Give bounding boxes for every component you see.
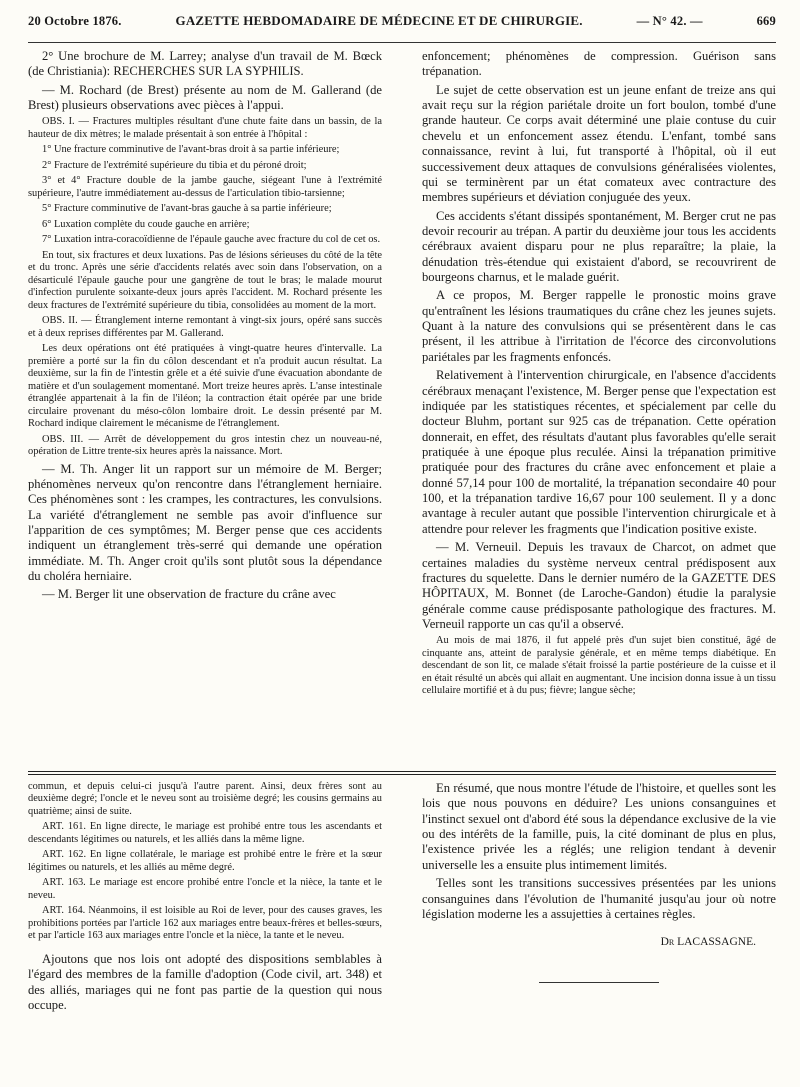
paragraph: 2° Une brochure de M. Larrey; analyse d'un travail de M. Bœck (de Christiania): RECHERCHES SUR LA SYPHILIS. <box>28 49 382 79</box>
article-162: ART. 162. En ligne collatérale, le mariage est prohibé entre le frère et la sœur légitimes ou naturels, et les alliés au même degré. <box>28 849 382 873</box>
paragraph: A ce propos, M. Berger rappelle le pronostic moins grave qu'entraînent les lésions traumatiques du crâne chez les jeunes sujets. Quant à la nature des convulsions qui se présentèrent dans le cas présent, il les attribue à l'irritation de l'écorce des circonvolutions pariétales par les fragments enfoncés. <box>422 288 776 364</box>
paragraph: OBS. III. — Arrêt de développement du gros intestin chez un nouveau-né, opération de Littre trente-six heures après la naissance. Mort. <box>28 433 382 458</box>
observation-3 <box>28 434 382 459</box>
header-journal-title: GAZETTE HEBDOMADAIRE DE MÉDECINE ET DE CHIRURGIE. <box>175 13 583 28</box>
observation-1 <box>28 116 382 312</box>
paragraph: Telles sont les transitions successives présentées par les unions consanguines dans l'évolution de l'humanité jusqu'au jour où notre législation moderne les a assujetties à certaines règles. <box>422 876 776 921</box>
paragraph: Ces accidents s'étant dissipés spontanément, M. Berger crut ne pas devoir recourir au trépan. A partir du deuxième jour tous les accidents cérébraux avaient disparu pour ne plus reparaître; la plaie, la dénudation très-étendue qui existaient d'abord, se recouvrirent de bourgeons charnus, et le malade guérit. <box>422 208 776 285</box>
article-163: ART. 163. Le mariage est encore prohibé entre l'oncle et la nièce, la tante et le neveu. <box>28 877 382 901</box>
paragraph: commun, et depuis celui-ci jusqu'à l'autre parent. Ainsi, deux frères sont au deuxième degré; l'oncle et le neveu sont au troisième degré; les cousins germains au quatrième; ainsi de suite. <box>28 781 382 817</box>
list-item: 6° Luxation complète du coude gauche en arrière; <box>42 218 250 230</box>
header-date: 20 Octobre 1876. <box>28 13 122 28</box>
paragraph: Au mois de mai 1876, il fut appelé près d'un sujet bien constitué, âgé de cinquante ans, atteint de paralysie générale, et en même temps diabétique. En descendant de son lit, ce malade s'était froissé la partie postérieure de la cuisse et il en était résulté un abcès qui allait en augmentant. Une incision donna issue à un tissu cellulaire mortifié et à du pus; fièvre; langue sèche; <box>422 635 776 697</box>
paragraph: enfoncement; phénomènes de compression. Guérison sans trépanation. <box>422 49 776 79</box>
paragraph: — M. Th. Anger lit un rapport sur un mémoire de M. Berger; phénomènes nerveux qu'on rencontre dans l'étranglement herniaire. Ces phénomènes sont : les crampes, les contractures, les convulsions. La variété d'étranglement ne semble pas avoir d'influence sur l'apparition de ces symptômes; M. Berger pense que ces accidents indiquent un étranglement très-serré qui demande une opération immédiate. M. Th. Anger croit qu'ils sont plutôt sous la dépendance du choléra herniaire. <box>28 461 382 584</box>
paragraph: — M. Berger lit une observation de fracture du crâne avec <box>42 587 336 602</box>
lower-left-column <box>28 781 382 1071</box>
upper-left-column <box>28 49 382 771</box>
list-item: 5° Fracture comminutive de l'avant-bras gauche à sa partie inférieure; <box>42 203 332 215</box>
upper-right-column <box>422 49 776 771</box>
paragraph: — M. Rochard (de Brest) présente au nom de M. Gallerand (de Brest) plusieurs observations avec pièces à l'appui. <box>28 82 382 113</box>
paragraph: En résumé, que nous montre l'étude de l'histoire, et quelles sont les lois que nous pouvons en déduire? Les unions consanguines et l'instinct sexuel ont d'abord été sous la dépendance exclusive de la vie ou des intérêts de la famille, puis, la cité dominant de plus en plus, l'existence privée les a réglés; une religion tendant à devenir universelle les a ensuite plus intimement limités. <box>422 781 776 872</box>
author-signature: Dr LACASSAGNE. <box>660 936 756 949</box>
paragraph: OBS. II. — Étranglement interne remontant à vingt-six jours, opéré sans succès et à deux reprises différentes par M. Gallerand. <box>28 315 382 339</box>
header-number: — N° 42. — <box>636 13 703 28</box>
list-item: 7° Luxation intra-coracoïdienne de l'épaule gauche avec fracture du col de cet os. <box>42 234 381 246</box>
list-item: 3° et 4° Fracture double de la jambe gauche, siégeant l'une à l'extrémité supérieure, l'autre immédiatement au-dessus de l'articulation tibio-tarsienne; <box>28 175 382 199</box>
upper-section <box>28 49 776 771</box>
article-161: ART. 161. En ligne directe, le mariage est prohibé entre tous les ascendants et descendants légitimes ou naturels, et les alliés dans la même ligne. <box>28 821 382 845</box>
paragraph: Les deux opérations ont été pratiquées à vingt-quatre heures d'intervalle. La première a porté sur la fin du côlon descendant et n'a produit aucun résultat. La deuxième, sur la fin de l'intestin grêle et a été suivie d'une évacuation abondante de matière et d'un soulagement momentané. Mort treize heures après. L'anse intestinale étranglée appartenait à la fin de l'iléon; la contraction était opérée par une bride circulaire provenant du méso-côlon lombaire droit. Le dessin présenté par M. Rochard indique clairement le mécanisme de l'étranglement. <box>28 343 382 430</box>
paragraph: Le sujet de cette observation est un jeune enfant de treize ans qui avait reçu sur la région pariétale droite un fort boulon, tombé d'une grande hauteur. Ce corps avait déterminé une plaie contuse du cuir chevelu et un enfoncement assez étendu. L'enfant, tombé sans connaissance, revint à lui, fut transporté à l'hôpital, où il eut successivement deux attaques de convulsions généralisées violentes, qui se terminèrent par un état comateux avec contracture des membres supérieurs et déviation conjuguée des yeux. <box>422 82 776 205</box>
paragraph: — M. Verneuil. Depuis les travaux de Charcot, on admet que certaines maladies du système nerveux central prédisposent aux fractures du squelette. Dans le dernier numéro de la GAZETTE DES HÔPITAUX, M. Bonnet (de Laroche-Gandon) étudie la paralysie générale comme cause prédisposante pathologique des fractures. M. Verneuil rapporte un cas qu'il a observé. <box>422 540 776 631</box>
list-item: 1° Une fracture comminutive de l'avant-bras droit à sa partie inférieure; <box>42 144 340 156</box>
lower-right-column <box>422 781 776 1071</box>
section-divider <box>28 771 776 775</box>
list-item: 2° Fracture de l'extrémité supérieure du tibia et du péroné droit; <box>42 159 307 171</box>
running-header <box>28 0 776 43</box>
paragraph: Relativement à l'intervention chirurgicale, en l'absence d'accidents cérébraux menaçant l'existence, M. Berger pense que l'expectation est indiquée par les statistiques récentes, et spécialement par celle du docteur Bluhm, portant sur 925 cas de trépanation. Cette opération donnerait, en effet, des résultats d'autant plus favorables qu'elle serait pratiquée à une époque plus reculée. Ainsi la trépanation primitive pratiquée pour des fractures du crâne avec enfoncement et plaie a donné 57,14 pour 100 de mortalité, la trépanation secondaire 40 pour 100, et la trépanation tardive 16,67 pour 100 seulement. Il y a donc avantage à reculer autant que possible l'intervention chirurgicale et à attendre pour relever les fragments que l'indication positive existe. <box>422 368 776 536</box>
closing-ornament <box>422 970 776 988</box>
paragraph: Ajoutons que nos lois ont adopté des dispositions semblables à l'égard des membres de la famille d'adoption (Code civil, art. 348) et des alliés, mariages qui ne font pas partie de la question qui nous occupe. <box>28 951 382 1012</box>
observation-2 <box>28 315 382 430</box>
article-164: ART. 164. Néanmoins, il est loisible au Roi de lever, pour des causes graves, les prohibitions portées par l'article 162 aux mariages entre beaux-frères et belles-sœurs, et par l'article 163 aux mariages entre l'oncle et la nièce, la tante et le neveu. <box>28 905 382 942</box>
paragraph: En tout, six fractures et deux luxations. Pas de lésions sérieuses du côté de la tête et du tronc. Après une série d'accidents relatés avec soin dans l'observation, on a désarticulé l'épaule gauche pour une gangrène de tout le bras; le malade mourut d'infection purulente soixante-deux jours après l'accident. M. Rochard présente les deux fractures de l'extrémité supérieure du tibia, consolidées au moment de la mort. <box>28 249 382 311</box>
lower-section <box>28 781 776 1071</box>
paragraph: OBS. I. — Fractures multiples résultant d'une chute faite dans un bassin, de la hauteur de dix mètres; le malade présentait à son entrée à l'hôpital : <box>28 116 382 140</box>
header-page-number: 669 <box>756 13 776 28</box>
